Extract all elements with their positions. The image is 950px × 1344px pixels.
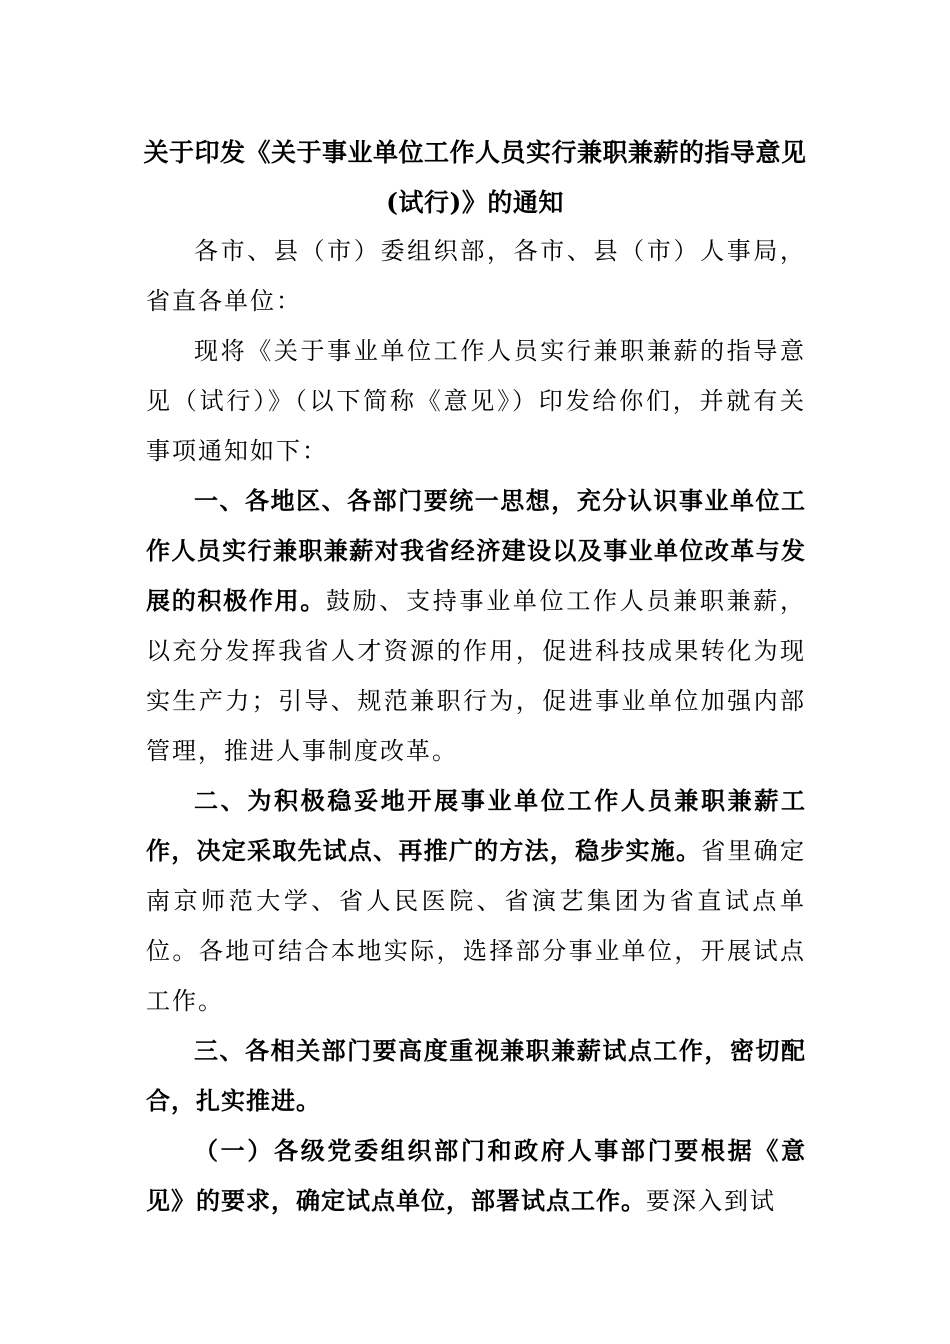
section-2-text: 省里确定南京师范大学、省人民医院、省演艺集团为省直试点单位。各地可结合本地实际，选择部分事业单位，开展试点工作。 <box>146 837 807 1015</box>
subsection-1-text: 要深入到试 <box>646 1187 776 1215</box>
section-2-heading: 二、为积极稳妥地开展事业单位工作人员兼职兼薪工作，决定采取先试点、再推广的方法，稳步实施。 <box>146 786 806 865</box>
subsection-1-heading: （一）各级党委组织部门和政府人事部门要根据《意见》的要求，确定试点单位，部署试点工作。 <box>146 1136 806 1215</box>
section-2-paragraph <box>146 776 806 1026</box>
section-3-paragraph <box>146 1026 806 1126</box>
subsection-1-paragraph <box>146 1126 806 1226</box>
section-3-heading: 三、各相关部门要高度重视兼职兼薪试点工作，密切配合，扎实推进。 <box>146 1036 806 1115</box>
intro-paragraph: 现将《关于事业单位工作人员实行兼职兼薪的指导意见（试行）》（以下简称《意见》）印发给你们，并就有关事项通知如下： <box>146 337 806 465</box>
section-1-text: 鼓励、支持事业单位工作人员兼职兼薪，以充分发挥我省人才资源的作用，促进科技成果转化为现实生产力；引导、规范兼职行为，促进事业单位加强内部管理，推进人事制度改革。 <box>146 587 807 765</box>
section-1-heading: 一、各地区、各部门要统一思想，充分认识事业单位工作人员实行兼职兼薪对我省经济建设以及事业单位改革与发展的积极作用。 <box>146 486 806 615</box>
document-body <box>146 226 806 1226</box>
document-title: 关于印发《关于事业单位工作人员实行兼职兼薪的指导意见(试行)》的通知 <box>143 138 807 217</box>
section-1-paragraph <box>146 476 806 776</box>
salutation: 各市、县（市）委组织部，各市、县（市）人事局，省直各单位： <box>146 237 806 315</box>
